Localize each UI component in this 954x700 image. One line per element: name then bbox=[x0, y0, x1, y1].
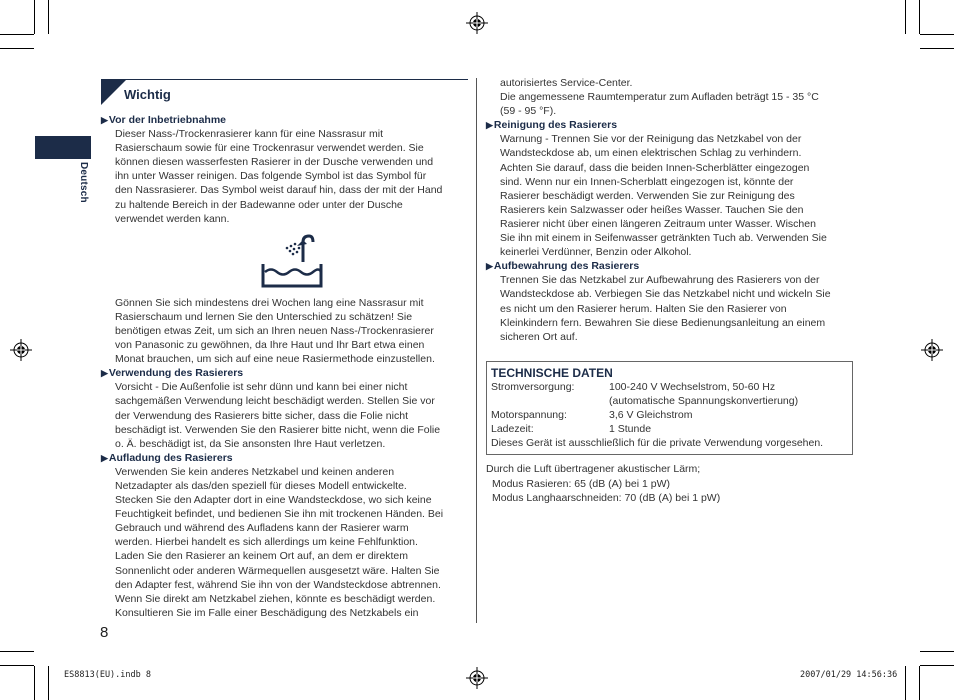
crop-mark bbox=[905, 666, 906, 700]
arrow-right-icon: ▶ bbox=[101, 115, 108, 125]
heading-rule bbox=[101, 79, 468, 80]
spec-key: Ladezeit: bbox=[491, 423, 534, 435]
noise-intro: Durch die Luft übertragener akustischer Lärm; bbox=[486, 463, 701, 475]
crop-mark bbox=[0, 651, 34, 652]
section-text: Warnung - Trennen Sie vor der Reinigung das Netzkabel von der Wandsteckdose ab, um einen elektrischen Schlag zu verhindern. Achten Sie darauf, dass die beiden Innen-Scherblätter eingezogen sind. Wenn nur ein Innen-Scherblatt eingezogen ist, könnte der Rasierer beschädigt werden. Verwenden Sie zur Reinigung des Rasierers kein Salzwasser oder heißes Wasser. Tauchen Sie den Rasierer nicht über einen längeren Zeitraum unter Wasser. Wischen Sie ihn mit einem in Seifenwasser getränkten Tuch ab. Verwenden Sie keinerlei Verdünner, Benzin oder Alkohol. bbox=[500, 133, 827, 259]
arrow-right-icon: ▶ bbox=[101, 452, 108, 463]
crop-mark bbox=[0, 34, 34, 35]
spec-value: 1 Stunde bbox=[609, 423, 652, 435]
spec-value: 100-240 V Wechselstrom, 50-60 Hz (automatische Spannungskonvertierung) bbox=[609, 381, 799, 407]
shower-bath-icon bbox=[261, 232, 323, 290]
crop-mark bbox=[905, 0, 906, 34]
arrow-right-icon: ▶ bbox=[486, 120, 493, 131]
section-text: Vorsicht - Die Außenfolie ist sehr dünn und kann bei einer nicht sachgemäßen Verwendung leicht beschädigt werden. Stellen Sie vor der Verwendung des Rasierers bitte sicher, dass die Folie nicht beschädigt ist. Verwenden Sie den Rasierer bitte nicht, wenn die Folie o. Ä. beschädigt ist, da Sie ansonsten Ihre Haut verletzen. bbox=[115, 381, 441, 450]
footer-filename: ES8813(EU).indb 8 bbox=[64, 670, 151, 680]
crop-mark bbox=[34, 0, 35, 34]
registration-mark-icon bbox=[466, 667, 488, 689]
language-tab bbox=[35, 136, 91, 159]
spec-key: Stromversorgung: bbox=[491, 381, 575, 393]
spec-value: 3,6 V Gleichstrom bbox=[609, 409, 693, 421]
arrow-right-icon: ▶ bbox=[486, 261, 493, 272]
right-column bbox=[486, 76, 856, 344]
section-heading: ▶Verwendung des Rasierers bbox=[101, 367, 244, 380]
crop-mark bbox=[920, 665, 954, 666]
spec-row bbox=[491, 408, 848, 422]
section-text: Trennen Sie das Netzkabel zur Aufbewahrung des Rasierers von der Wandsteckdose ab. Verbiegen Sie das Netzkabel nicht und wickeln Sie es nicht um den Rasierer herum. Halten Sie den Rasierer von Kleinkindern fern. Bewahren Sie diese Bedienungsanleitung an einem sicheren Ort auf. bbox=[500, 274, 831, 343]
section-heading: ▶Aufbewahrung des Rasierers bbox=[486, 260, 640, 273]
section-heading: ▶Vor der Inbetriebnahme bbox=[101, 114, 227, 126]
noise-info bbox=[486, 462, 856, 506]
section-text: Verwenden Sie kein anderes Netzkabel und keinen anderen Netzadapter als das/den speziell für dieses Modell entwickelte. Stecken Sie den Adapter dort in eine Wandsteckdose, wo sich keine Feuchtigkeit befindet, und bedienen Sie ihn mit trockenen Händen. Bei Gebrauch und während des Aufladens kann der Rasierer warm werden. Hierbei handelt es sich allerdings um keine Fehlfunktion. Laden Sie den Rasierer an keinem Ort auf, an dem er direktem Sonnenlicht oder anderen Wärmequellen ausgesetzt wäre. Halten Sie den Adapter fest, während Sie ihn von der Wandsteckdose abtrennen. Wenn Sie direkt am Netzkabel ziehen, könnte es beschädigt werden. Konsultieren Sie im Falle einer Beschädigung des Netzkabels ein bbox=[115, 465, 444, 619]
footer-timestamp: 2007/01/29 14:56:36 bbox=[800, 670, 898, 680]
section-heading: ▶Aufladung des Rasierers bbox=[101, 451, 233, 464]
spec-row bbox=[491, 380, 848, 408]
technical-data-box bbox=[486, 361, 853, 455]
crop-mark bbox=[0, 665, 34, 666]
page-title: Wichtig bbox=[124, 87, 171, 102]
crop-mark bbox=[0, 48, 34, 49]
arrow-right-icon: ▶ bbox=[101, 368, 108, 379]
section-heading: ▶Reinigung des Rasierers bbox=[486, 119, 618, 132]
registration-mark-icon bbox=[921, 339, 943, 361]
spec-note: Dieses Gerät ist ausschließlich für die private Verwendung vorgesehen. bbox=[491, 437, 824, 449]
crop-mark bbox=[920, 34, 954, 35]
column-divider bbox=[476, 78, 477, 623]
section-text: Dieser Nass-/Trockenrasierer kann für eine Nassrasur mit Rasierschaum sowie für eine Trockenrasur verwendet werden. Sie können diesen wasserfesten Rasierer in der Dusche verwenden und ihn unter Wasser reinigen. Das folgende Symbol ist das Symbol für den Nassrasierer. Das Symbol weist darauf hin, dass der mit der Hand zu haltende Bereich in der Badewanne oder unter der Dusche verwendet werden kann. bbox=[115, 128, 443, 225]
spec-key: Motorspannung: bbox=[491, 409, 567, 421]
crop-mark bbox=[34, 666, 35, 700]
noise-line: Modus Rasieren: 65 (dB (A) bei 1 pW) bbox=[492, 477, 670, 490]
registration-mark-icon bbox=[10, 339, 32, 361]
crop-mark bbox=[919, 666, 920, 700]
technical-data-title: TECHNISCHE DATEN bbox=[491, 366, 613, 380]
crop-mark bbox=[48, 666, 49, 700]
section-text: autorisiertes Service-Center. Die angemessene Raumtemperatur zum Aufladen beträgt 15 - 35 °C (59 - 95 °F). bbox=[500, 77, 819, 118]
noise-line: Modus Langhaarschneiden: 70 (dB (A) bei 1 pW) bbox=[492, 492, 721, 504]
crop-mark bbox=[919, 0, 920, 34]
language-label: Deutsch bbox=[78, 162, 89, 203]
spec-row bbox=[491, 422, 848, 436]
wet-shaver-symbol bbox=[101, 228, 468, 290]
page-number: 8 bbox=[100, 624, 109, 641]
registration-mark-icon bbox=[466, 12, 488, 34]
crop-mark bbox=[920, 48, 954, 49]
crop-mark bbox=[48, 0, 49, 34]
section-text: Gönnen Sie sich mindestens drei Wochen lang eine Nassrasur mit Rasierschaum und lernen Sie den Unterschied zu schätzen! Sie benötigen etwas Zeit, um sich an Ihren neuen Nass-/Trockenrasierer von Panasonic zu gewöhnen, da Ihre Haut und Ihr Bart etwa einen Monat brauchen, um sich auf eine neue Rasiermethode einzustellen. bbox=[115, 296, 435, 366]
left-column bbox=[101, 113, 468, 620]
crop-mark bbox=[920, 651, 954, 652]
